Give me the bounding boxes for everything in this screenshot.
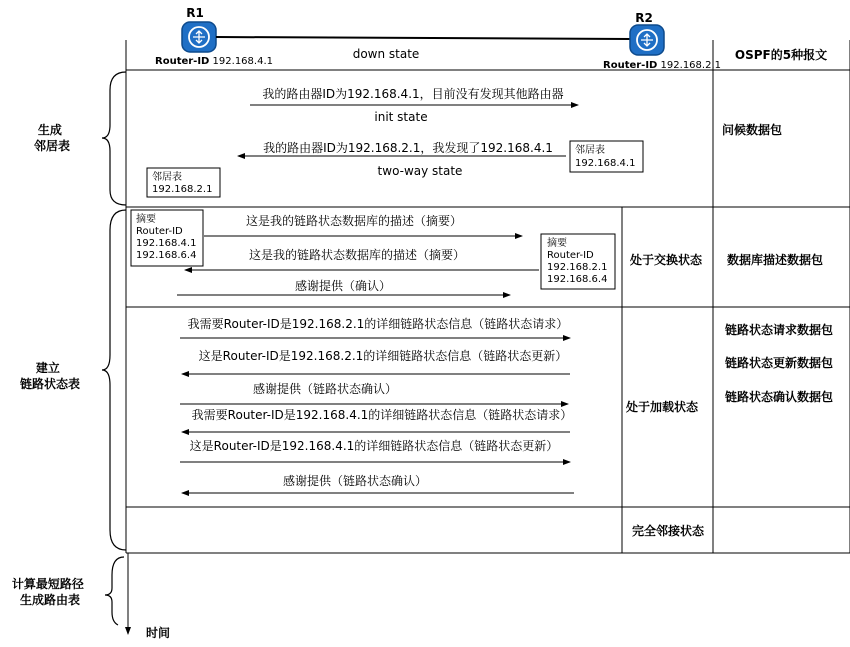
r1-summary-box xyxy=(131,210,203,266)
ls-update-packet-label: 链路状态更新数据包 xyxy=(724,356,834,370)
router-r2-id: Router-ID 192.168.2.1 xyxy=(603,60,721,71)
router-r2-icon xyxy=(630,25,664,55)
exchange-state-label: 处于交换状态 xyxy=(629,253,703,267)
loading-msg-1: 我需要Router-ID是192.168.2.1的详细链路状态信息（链路状态请求） xyxy=(187,317,569,331)
r2-neighbor-table xyxy=(570,141,643,172)
ls-ack-packet-label: 链路状态确认数据包 xyxy=(724,390,834,404)
ls-request-packet-label: 链路状态请求数据包 xyxy=(724,323,834,337)
router-r2 xyxy=(603,11,721,71)
loading-state-label: 处于加载状态 xyxy=(625,400,699,414)
router-r1-id: Router-ID 192.168.4.1 xyxy=(155,56,273,67)
phase-route-label: 计算最短路径 生成路由表 xyxy=(11,577,84,607)
router-r2-name: R2 xyxy=(635,11,653,25)
r1-neighbor-table xyxy=(147,168,220,197)
loading-msg-5: 这是Router-ID是192.168.4.1的详细链路状态信息（链路状态更新） xyxy=(189,439,559,453)
loading-msg-4: 我需要Router-ID是192.168.4.1的详细链路状态信息（链路状态请求） xyxy=(191,408,573,422)
full-state-label: 完全邻接状态 xyxy=(631,524,705,538)
hello-msg-2: 我的路由器ID为192.168.2.1，我发现了192.168.4.1 xyxy=(263,141,553,155)
svg-text:邻居表: 邻居表 xyxy=(152,172,182,183)
brace-neighbor xyxy=(102,72,126,205)
table-grid xyxy=(126,40,850,553)
brace-lsdb xyxy=(102,210,126,550)
link-state-label: down state xyxy=(352,47,420,61)
exchange-msg-3: 感谢提供（确认） xyxy=(294,279,392,293)
svg-text:192.168.2.1: 192.168.2.1 xyxy=(547,262,608,273)
loading-msg-3: 感谢提供（链路状态确认） xyxy=(252,382,398,396)
hello-state-1: init state xyxy=(374,110,428,124)
svg-text:邻居表: 邻居表 xyxy=(575,145,605,156)
svg-text:192.168.6.4: 192.168.6.4 xyxy=(136,250,197,261)
phase-neighbor-label: 生成 邻居表 xyxy=(33,123,71,153)
svg-text:192.168.6.4: 192.168.6.4 xyxy=(547,274,608,285)
column-title: OSPF的5种报文 xyxy=(734,48,828,62)
svg-text:192.168.2.1: 192.168.2.1 xyxy=(152,184,213,195)
brace-route xyxy=(105,557,124,625)
hello-state-2: two-way state xyxy=(377,164,463,178)
svg-text:Router-ID: Router-ID xyxy=(547,250,594,261)
svg-text:Router-ID: Router-ID xyxy=(136,226,183,237)
exchange-msg-2: 这是我的链路状态数据库的描述（摘要） xyxy=(248,248,466,262)
loading-msg-2: 这是Router-ID是192.168.2.1的详细链路状态信息（链路状态更新） xyxy=(198,349,568,363)
hello-packet-label: 问候数据包 xyxy=(721,123,783,137)
svg-text:摘要: 摘要 xyxy=(136,214,156,225)
router-link xyxy=(216,37,630,39)
svg-text:摘要: 摘要 xyxy=(547,238,567,249)
phase-lsdb-label: 建立 链路状态表 xyxy=(19,361,81,391)
hello-msg-1: 我的路由器ID为192.168.4.1，目前没有发现其他路由器 xyxy=(262,87,564,101)
r2-summary-box xyxy=(541,234,615,289)
time-label: 时间 xyxy=(146,626,171,640)
router-r1-icon xyxy=(182,22,216,52)
svg-text:192.168.4.1: 192.168.4.1 xyxy=(575,158,636,169)
router-r1-name: R1 xyxy=(186,6,204,20)
loading-msg-6: 感谢提供（链路状态确认） xyxy=(282,474,428,488)
svg-text:192.168.4.1: 192.168.4.1 xyxy=(136,238,197,249)
exchange-packet-label: 数据库描述数据包 xyxy=(726,253,824,267)
exchange-msg-1: 这是我的链路状态数据库的描述（摘要） xyxy=(245,214,463,228)
